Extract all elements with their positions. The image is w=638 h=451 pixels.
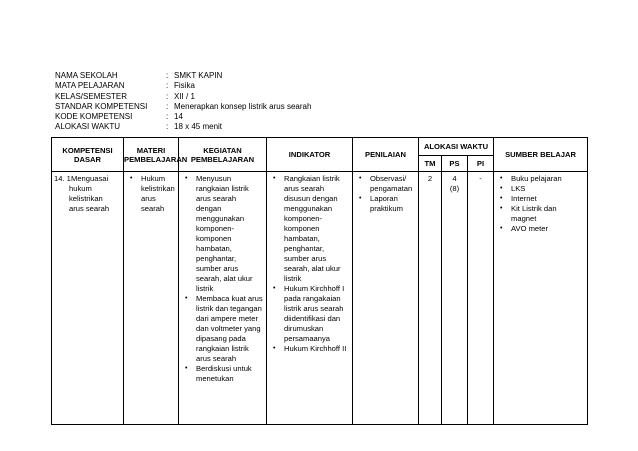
sumber-list <box>498 174 584 234</box>
kegiatan-item <box>183 364 263 384</box>
info-separator: : <box>166 71 169 80</box>
cell-materi <box>124 172 179 425</box>
header-penilaian: PENILAIAN <box>353 138 419 172</box>
info-label: NAMA SEKOLAH <box>55 71 118 80</box>
indikator-item-text: Hukum Kirchhoff I pada rangakaian listrik arus searah diidentifikasi dan dirumuskan persamaanya <box>284 284 345 343</box>
indikator-item <box>271 284 349 344</box>
sumber-item-text: Buku pelajaran <box>511 174 562 183</box>
cell-kegiatan <box>179 172 267 425</box>
bullet-icon: • <box>130 175 133 182</box>
materi-list <box>128 174 175 214</box>
sumber-item <box>498 174 584 184</box>
penilaian-item-text: Laporan praktikum <box>370 194 403 213</box>
header-pi: PI <box>468 156 494 172</box>
bullet-icon: • <box>500 225 503 232</box>
cell-sumber <box>494 172 588 425</box>
info-separator: : <box>166 112 169 122</box>
info-value: Fisika <box>174 81 195 91</box>
info-label: KODE KOMPETENSI <box>55 112 133 122</box>
header-indikator: INDIKATOR <box>267 138 353 172</box>
bullet-icon: • <box>500 205 503 212</box>
bullet-icon: • <box>500 195 503 202</box>
kd-first-line: Menguasai <box>71 174 109 183</box>
info-label: KELAS/SEMESTER <box>55 91 128 101</box>
kd-number: 14. 1 <box>54 174 71 183</box>
info-row <box>55 81 311 91</box>
info-label: ALOKASI WAKTU <box>55 122 121 132</box>
materi-item <box>128 174 175 214</box>
header-alokasi-waktu: ALOKASI WAKTU <box>419 138 494 156</box>
info-row <box>55 92 311 102</box>
info-value: SMKT KAPIN <box>174 71 223 80</box>
cell-pi <box>468 172 494 425</box>
cell-kompetensi-dasar <box>52 172 124 425</box>
sumber-item <box>498 204 584 224</box>
cell-penilaian <box>353 172 419 425</box>
penilaian-item <box>357 174 415 194</box>
cell-ps <box>442 172 468 425</box>
header-kompetensi-dasar: KOMPETENSI DASAR <box>52 138 124 172</box>
ps-sub-value: (8) <box>449 184 460 193</box>
kegiatan-item-text: Berdiskusi untuk menetukan <box>196 364 252 383</box>
info-label: STANDAR KOMPETENSI <box>55 101 148 111</box>
header-tm: TM <box>419 156 442 172</box>
indikator-list <box>271 174 349 354</box>
sumber-item-text: AVO meter <box>511 224 549 233</box>
bullet-icon: • <box>185 175 188 182</box>
penilaian-item-text: Observasi/ pengamatan <box>370 174 413 193</box>
kegiatan-item-text: Membaca kuat arus listrik dan tegangan dari ampere meter dan voltmeter yang dipasang pada rangkaian listrik arus searah <box>196 294 263 363</box>
pi-value: - <box>479 174 482 183</box>
bullet-icon: • <box>359 175 362 182</box>
sumber-item-text: LKS <box>511 184 526 193</box>
kd-line: kelistrikan <box>69 194 103 203</box>
bullet-icon: • <box>185 365 188 372</box>
penilaian-list <box>357 174 415 214</box>
bullet-icon: • <box>359 195 362 202</box>
ps-value: 4 <box>452 174 457 183</box>
kegiatan-list <box>183 174 263 384</box>
info-row <box>55 122 311 132</box>
info-value: 18 x 45 menit <box>174 122 223 132</box>
kegiatan-item <box>183 174 263 294</box>
bullet-icon: • <box>273 175 276 182</box>
info-value: Menerapkan konsep listrik arus searah <box>174 101 312 111</box>
cell-indikator <box>267 172 353 425</box>
indikator-item <box>271 174 349 284</box>
kegiatan-item-text: Menyusun rangkaian listrik arus searah dengan menggunakan komponen-komponen hambatan, penghantar, sumber arus searah, alat ukur listrik <box>196 174 253 293</box>
sumber-item <box>498 184 584 194</box>
bullet-icon: • <box>185 295 188 302</box>
tm-value: 2 <box>427 174 433 183</box>
header-ps: PS <box>442 156 468 172</box>
info-value: 14 <box>174 112 183 122</box>
penilaian-item <box>357 194 415 214</box>
bullet-icon: • <box>500 175 503 182</box>
info-separator: : <box>166 91 169 101</box>
syllabus-table <box>51 137 588 425</box>
info-label: MATA PELAJARAN <box>55 81 125 91</box>
info-separator: : <box>166 81 169 91</box>
info-row <box>55 71 311 81</box>
info-separator: : <box>166 101 169 111</box>
bullet-icon: • <box>273 285 276 292</box>
sumber-item-text: Internet <box>511 194 537 203</box>
header-materi: MATERI PEMBELAJARAN <box>124 138 179 172</box>
bullet-icon: • <box>500 185 503 192</box>
sumber-item-text: Kit Listrik dan magnet <box>511 204 557 223</box>
info-row <box>55 112 311 122</box>
sumber-item <box>498 194 584 204</box>
indikator-item-text: Rangkaian listrik arus searah disusun dengan menggunakan komponen-komponen hambatan, penghantar, sumber arus searah, alat ukur listrik <box>284 174 341 283</box>
bullet-icon: • <box>273 345 276 352</box>
info-separator: : <box>166 122 169 132</box>
info-row <box>55 102 311 112</box>
indikator-item <box>271 344 349 354</box>
header-kegiatan: KEGIATAN PEMBELAJARAN <box>179 138 267 172</box>
sumber-item <box>498 224 584 234</box>
info-value: XII / 1 <box>174 91 195 101</box>
kd-text <box>54 184 120 214</box>
indikator-item-text: Hukum Kirchhoff II <box>284 344 347 353</box>
header-sumber-belajar: SUMBER BELAJAR <box>494 138 588 172</box>
kegiatan-item <box>183 294 263 364</box>
cell-tm <box>419 172 442 425</box>
kd-line: hukum <box>69 184 92 193</box>
document-header-info <box>55 71 311 133</box>
materi-item-text: Hukum kelistrikan arus searah <box>141 174 175 213</box>
table-row <box>52 172 588 425</box>
kd-line: arus searah <box>69 204 110 213</box>
